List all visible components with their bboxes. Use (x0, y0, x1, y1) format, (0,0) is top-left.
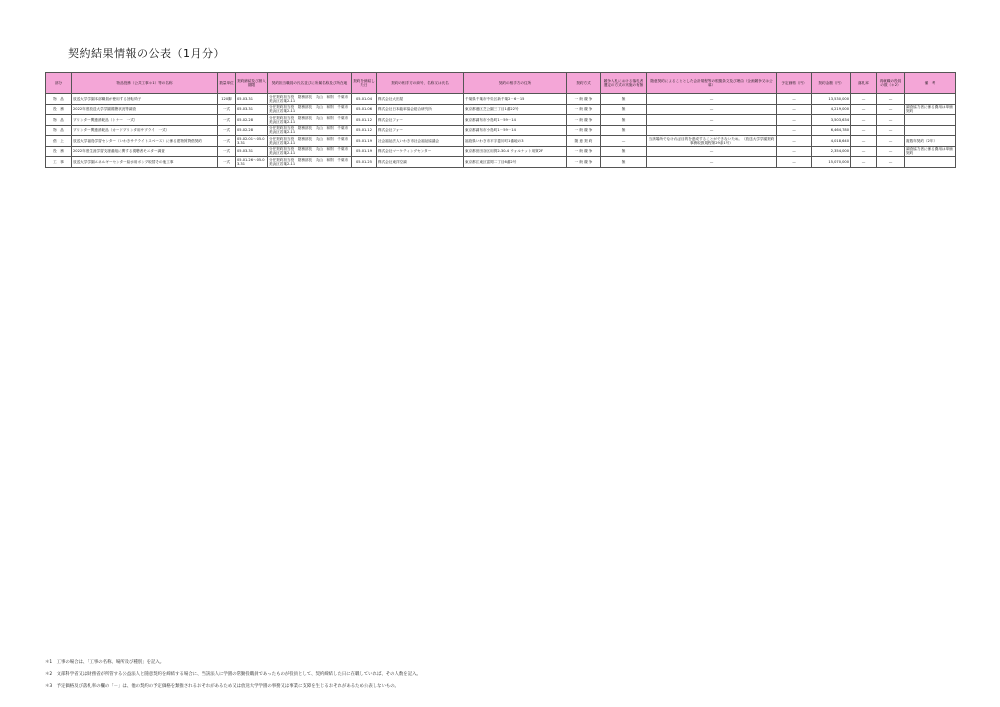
cell-amount: 2,354,000 (812, 146, 851, 157)
cell-remarks (905, 157, 956, 168)
header-contract-date: 契約を締結した日 (352, 73, 377, 94)
cell-amount: 4,018,640 (812, 136, 851, 147)
cell-officer: 分任契約担当役 財務部長 丸山 和則 千葉市美浜区若葉2-11 (268, 115, 352, 126)
contract-results-table (45, 72, 956, 168)
header-quantity: 数量単位 (218, 73, 236, 94)
cell-address: 東京都港区芝公園三丁目1番22号 (464, 104, 567, 115)
cell-address: 東京都江東区富岡二丁目6番2号 (464, 157, 567, 168)
cell-contract-date: 05.01.19 (352, 136, 377, 147)
cell-selection: — (601, 136, 647, 147)
cell-category: 物 品 (46, 115, 72, 126)
header-period: 契約締結及び納入期限 (236, 73, 268, 94)
cell-officer: 分任契約担当役 財務部長 丸山 和則 千葉市美浜区若葉2-11 (268, 157, 352, 168)
cell-quantity: 一式 (218, 136, 236, 147)
header-amount: 契約金額（円） (812, 73, 851, 94)
cell-reemployed-officers: — (877, 115, 905, 126)
header-selection: 競争入札における落札者選定の方式の実施の有無 (601, 73, 647, 94)
cell-quantity: 一式 (218, 146, 236, 157)
cell-reemployed-officers: — (877, 136, 905, 147)
cell-officer: 分任契約担当役 財務部長 丸山 和則 千葉市美浜区若葉2-11 (268, 136, 352, 147)
cell-contractor: 社会福祉法人いわき市社会福祉協議会 (377, 136, 464, 147)
cell-selection: 無 (601, 104, 647, 115)
cell-rate: — (851, 104, 877, 115)
cell-address: 東京都調布市小島町1－59－14 (464, 125, 567, 136)
header-contractor: 契約の相手方の商号、名称又は氏名 (377, 73, 464, 94)
page-title: 契約結果情報の公表（1月分） (68, 47, 225, 60)
cell-estimated-price: — (777, 125, 812, 136)
cell-remarks (905, 115, 956, 126)
cell-category: 工 事 (46, 157, 72, 168)
table-row (46, 146, 956, 157)
cell-rate: — (851, 157, 877, 168)
cell-contract-date: 05.01.12 (352, 115, 377, 126)
header-rate: 落札率 (851, 73, 877, 94)
header-method: 契約方式 (567, 73, 601, 94)
cell-period: 05.03.31 (236, 104, 268, 115)
table-header-row (46, 73, 956, 94)
cell-quantity: 一式 (218, 125, 236, 136)
header-estimated-price: 予定価格（円） (777, 73, 812, 94)
cell-amount: 4,219,000 (812, 104, 851, 115)
cell-estimated-price: — (777, 136, 812, 147)
cell-contractor: 株式会社東洋空調 (377, 157, 464, 168)
cell-officer: 分任契約担当役 財務部長 丸山 和則 千葉市美浜区若葉2-11 (268, 125, 352, 136)
cell-reason: — (647, 125, 777, 136)
header-reason: 随意契約によることとした会計規程等の根拠条文及び理由（企画競争又は公募） (647, 73, 777, 94)
header-category: 部分 (46, 73, 72, 94)
cell-address: 東京都世田谷区用賀2-30-4 ウォルナット用賀2F (464, 146, 567, 157)
cell-address: 東京都調布市小島町1－59－14 (464, 115, 567, 126)
cell-rate: — (851, 115, 877, 126)
cell-remarks (905, 125, 956, 136)
table-row (46, 125, 956, 136)
cell-selection: 無 (601, 94, 647, 105)
cell-method: 一 般 競 争 (567, 94, 601, 105)
cell-estimated-price: — (777, 146, 812, 157)
cell-contractor: 株式会社フォー (377, 125, 464, 136)
header-name: 物品役務（公共工事＊1）等の名称 (72, 73, 218, 94)
cell-method: 一 般 競 争 (567, 125, 601, 136)
cell-contractor: 株式会社マーケティングセンター (377, 146, 464, 157)
cell-name: プリンター関連消耗品（カードプリンタ用サプライ 一式） (72, 125, 218, 136)
cell-method: 一 般 競 争 (567, 104, 601, 115)
cell-period: 05.02.28 (236, 125, 268, 136)
table-row (46, 104, 956, 115)
cell-method: 一 般 競 争 (567, 157, 601, 168)
cell-category: 役 務 (46, 104, 72, 115)
header-officer: 契約担当職員の氏名並びに所属名称及び所在地 (268, 73, 352, 94)
cell-reason: — (647, 146, 777, 157)
cell-quantity: 一式 (218, 104, 236, 115)
cell-selection: 無 (601, 146, 647, 157)
cell-contractor: 株式会社フォー (377, 115, 464, 126)
cell-reemployed-officers: — (877, 94, 905, 105)
cell-selection: 無 (601, 115, 647, 126)
footnote-3: ＊3 予定価格及び落札率の欄の「－」は、他の契約の予定価格を類推されるおそれがあるため又は放送大学学園の事務又は事業に支障を生じるおそれがあるため公表しないもの。 (45, 684, 399, 689)
cell-name: 放送大学学園エネルギーセンター給水用ポンプ取替その他工事 (72, 157, 218, 168)
cell-amount: 15,070,000 (812, 157, 851, 168)
footnotes (45, 657, 955, 693)
cell-name: 2022年度放送大学学園視聴状況等調査 (72, 104, 218, 115)
cell-contract-date: 05.01.19 (352, 146, 377, 157)
table-row (46, 136, 956, 147)
cell-category: 役 務 (46, 146, 72, 157)
cell-reason: — (647, 104, 777, 115)
header-reemployed-officers: 再就職の役員の数（＊2） (877, 73, 905, 94)
cell-contractor: 株式会社日本能率協会総合研究所 (377, 104, 464, 115)
cell-period: 05.02.01～05.03.31 (236, 136, 268, 147)
cell-reason: — (647, 94, 777, 105)
cell-officer: 分任契約担当役 財務部長 丸山 和則 千葉市美浜区若葉2-11 (268, 94, 352, 105)
cell-contract-date: 05.01.06 (352, 104, 377, 115)
cell-name: 2022年度生涯学習支援番組に関する視聴者モニター調査 (72, 146, 218, 157)
cell-selection: 無 (601, 157, 647, 168)
cell-rate: — (851, 125, 877, 136)
cell-method: 一 般 競 争 (567, 115, 601, 126)
cell-remarks: 調査協力者に係る費用は単価契約 (905, 104, 956, 115)
cell-contract-date: 05.01.12 (352, 125, 377, 136)
table-row (46, 94, 956, 105)
footnote-2: ＊2 文部科学省又は財務省が所管する公益法人と随意契約を締結する場合に、当該法人に学園の常勤役職員であったものが役員として、契約締結した日に在職していれば、その人数を記入。 (45, 672, 421, 677)
cell-address: 千葉県千葉市中央区新千葉2－6－15 (464, 94, 567, 105)
cell-quantity: 一式 (218, 115, 236, 126)
cell-address: 福島県いわき市平字菱川町1番地の3 (464, 136, 567, 147)
cell-contract-date: 05.01.25 (352, 157, 377, 168)
cell-period: 05.03.31 (236, 94, 268, 105)
cell-rate: — (851, 136, 877, 147)
cell-category: 借 上 (46, 136, 72, 147)
cell-quantity: 一式 (218, 157, 236, 168)
cell-category: 物 品 (46, 125, 72, 136)
cell-category: 物 品 (46, 94, 72, 105)
cell-rate: — (851, 146, 877, 157)
cell-reemployed-officers: — (877, 125, 905, 136)
cell-name: 放送大学学園本部職員が使用する回転椅子 (72, 94, 218, 105)
cell-rate: — (851, 94, 877, 105)
cell-quantity: 120脚 (218, 94, 236, 105)
cell-estimated-price: — (777, 94, 812, 105)
cell-remarks (905, 94, 956, 105)
cell-period: 05.02.28 (236, 115, 268, 126)
cell-reemployed-officers: — (877, 157, 905, 168)
cell-officer: 分任契約担当役 財務部長 丸山 和則 千葉市美浜区若葉2-11 (268, 104, 352, 115)
cell-officer: 分任契約担当役 財務部長 丸山 和則 千葉市美浜区若葉2-11 (268, 146, 352, 157)
cell-reason: 当該場所でなければ目的を達成することができないため。（放送大学学園契約事務取扱規程第29条1号） (647, 136, 777, 147)
header-address: 契約の相手方の住所 (464, 73, 567, 94)
cell-contractor: 株式会社大田屋 (377, 94, 464, 105)
footnote-1: ＊1 工事の場合は、「工事の名称、場所及び種別」を記入。 (45, 660, 165, 665)
cell-name: プリンター関連消耗品（トナー 一式） (72, 115, 218, 126)
cell-selection: 無 (601, 125, 647, 136)
cell-amount: 3,503,634 (812, 115, 851, 126)
cell-reemployed-officers: — (877, 104, 905, 115)
cell-method: 一 般 競 争 (567, 146, 601, 157)
cell-method: 随 意 契 約 (567, 136, 601, 147)
cell-period: 05.03.31 (236, 146, 268, 157)
cell-reason: — (647, 157, 777, 168)
table-row (46, 115, 956, 126)
cell-estimated-price: — (777, 104, 812, 115)
cell-estimated-price: — (777, 115, 812, 126)
cell-contract-date: 05.01.04 (352, 94, 377, 105)
cell-reason: — (647, 115, 777, 126)
cell-amount: 6,464,780 (812, 125, 851, 136)
cell-estimated-price: — (777, 157, 812, 168)
cell-remarks: 調査協力者に係る費用は単価契約 (905, 146, 956, 157)
table-row (46, 157, 956, 168)
cell-amount: 13,530,000 (812, 94, 851, 105)
header-remarks: 備 考 (905, 73, 956, 94)
cell-reemployed-officers: — (877, 146, 905, 157)
cell-remarks: 複数年契約（2年） (905, 136, 956, 147)
cell-period: 05.01.26～05.03.31 (236, 157, 268, 168)
cell-name: 放送大学福島学習センター（いわきサテライトスペース）に係る建物賃貸借契約 (72, 136, 218, 147)
